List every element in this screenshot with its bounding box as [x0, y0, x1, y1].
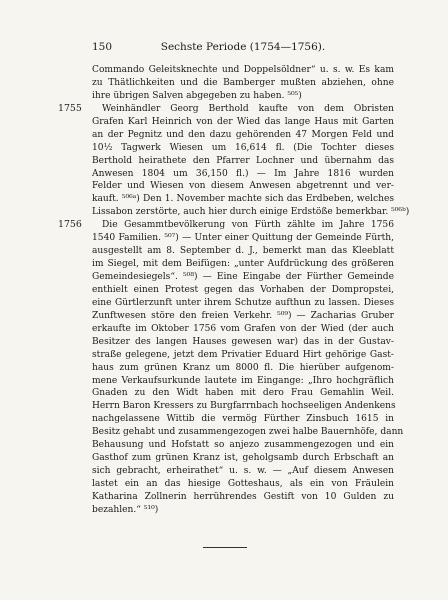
- text-line: mene Verkaufsurkunde lautete im Eingange: „Ihro hochgräflich: [92, 375, 394, 386]
- text-line: Herrn Baron Kressers zu Burgfarrnbach hochseeligen Andenkens: [92, 401, 396, 412]
- text-line: bezahlen.“ ⁵¹⁰): [92, 504, 159, 515]
- text-line: Anwesen 1804 um 36,150 fl.) — Im Jahre 1816 wurden: [92, 168, 394, 179]
- text-line: 1540 Familien. ⁵⁰⁷) — Unter einer Quittung der Gemeinde Fürth,: [92, 233, 394, 244]
- text-line: Lissabon zerstörte, auch hier durch einige Erdstöße bemerkbar. ⁵⁰⁶ᵇ): [92, 207, 410, 218]
- text-line: Commando Geleitsknechte und Doppelsöldner“ u. s. w. Es kam: [92, 65, 394, 75]
- end-rule: [203, 547, 247, 548]
- page-number: 150: [92, 41, 113, 53]
- text-line: 10½ Tagwerk Wiesen um 16,614 fl. (Die Tochter dieses: [92, 142, 394, 153]
- text-line: Gasthof zum grünen Kranz ist, geholgsamb durch Erbschaft an: [92, 453, 394, 464]
- text-line: ihre übrigen Salven abgegeben zu haben. ⁵⁰⁵): [92, 90, 302, 101]
- text-line: nachgelassene Wittib die vermög Fürther Zinsbuch 1615 in: [92, 414, 394, 425]
- margin-year-1756: 1756: [58, 219, 82, 231]
- page-header: [92, 40, 394, 54]
- text-line: im Siegel, mit dem Beifügen: „unter Aufdrückung des größeren: [92, 259, 394, 270]
- running-title: Sechste Periode (1754—1756).: [160, 41, 326, 53]
- text-line: Gnaden zu den Widt haben mit dero Frau Gemahlin Weil.: [92, 388, 394, 399]
- text-line: eine Gürtlerzunft unter ihrem Schutze aufthun zu lassen. Dieses: [92, 297, 394, 308]
- text-line: kauft. ⁵⁰⁶ᵃ) Den 1. November machte sich das Erdbeben, welches: [92, 194, 394, 205]
- text-line: sich gebracht, erheirathet“ u. s. w. — „Auf diesem Anwesen: [92, 466, 394, 477]
- text-line: an der Pegnitz und den dazu gehörenden 47 Morgen Feld und: [92, 129, 394, 140]
- text-line: haus zum grünen Kranz um 8000 fl. Die hierüber aufgenom-: [92, 362, 394, 373]
- text-line: erkaufte im Oktober 1756 vom Grafen von der Wied (der auch: [92, 323, 394, 334]
- text-line: zu Thätlichkeiten und die Bamberger mußten abziehen, ohne: [92, 77, 394, 88]
- text-line: Besitz gehabt und zusammengezogen zwei halbe Bauernhöfe, dann: [92, 427, 404, 438]
- text-line: Die Gesammtbevölkerung von Fürth zählte im Jahre 1756: [102, 220, 394, 231]
- paragraph-1755-first-line: [58, 102, 394, 116]
- margin-year-1755: 1755: [58, 102, 82, 114]
- text-line: Besitzer des langen Hauses gewesen war) das in der Gustav-: [92, 336, 394, 347]
- body-text: [58, 64, 410, 517]
- text-line: Gemeindesiegels“. ⁵⁰⁸) — Eine Eingabe der Fürther Gemeinde: [92, 272, 394, 282]
- text-line: Zunftwesen störe den freien Verkehr. ⁵⁰⁹) — Zacharias Gruber: [92, 310, 394, 321]
- text-line: lastet ein an das hiesige Gotteshaus, als ein von Fräulein: [92, 479, 394, 489]
- text-line: Katharina Zollnerin herrührendes Gestift von 10 Gulden zu: [92, 491, 394, 502]
- paragraph-1756-first-line: [58, 219, 394, 232]
- text-line: Grafen Karl Heinrich von der Wied das lange Haus mit Garten: [92, 116, 394, 127]
- text-line: ausgestellt am 8. September d. J., bemerkt man das Kleeblatt: [92, 246, 394, 257]
- text-line: Behausung und Hofstatt so anjezo zusammengezogen und ein: [92, 440, 394, 451]
- text-line: Weinhändler Georg Berthold kaufte von dem Obristen: [102, 103, 394, 114]
- text-line: enthielt einen Protest gegen das Vorhaben der Dompropstei,: [92, 284, 394, 295]
- text-line: Felder und Wiesen von diesem Anwesen abgetrennt und ver-: [92, 181, 394, 192]
- text-line: straße gelegene, jetzt dem Privatier Eduard Hirt gehörige Gast-: [92, 349, 394, 360]
- text-line: Berthold heirathete den Pfarrer Lochner und übernahm das: [92, 155, 394, 166]
